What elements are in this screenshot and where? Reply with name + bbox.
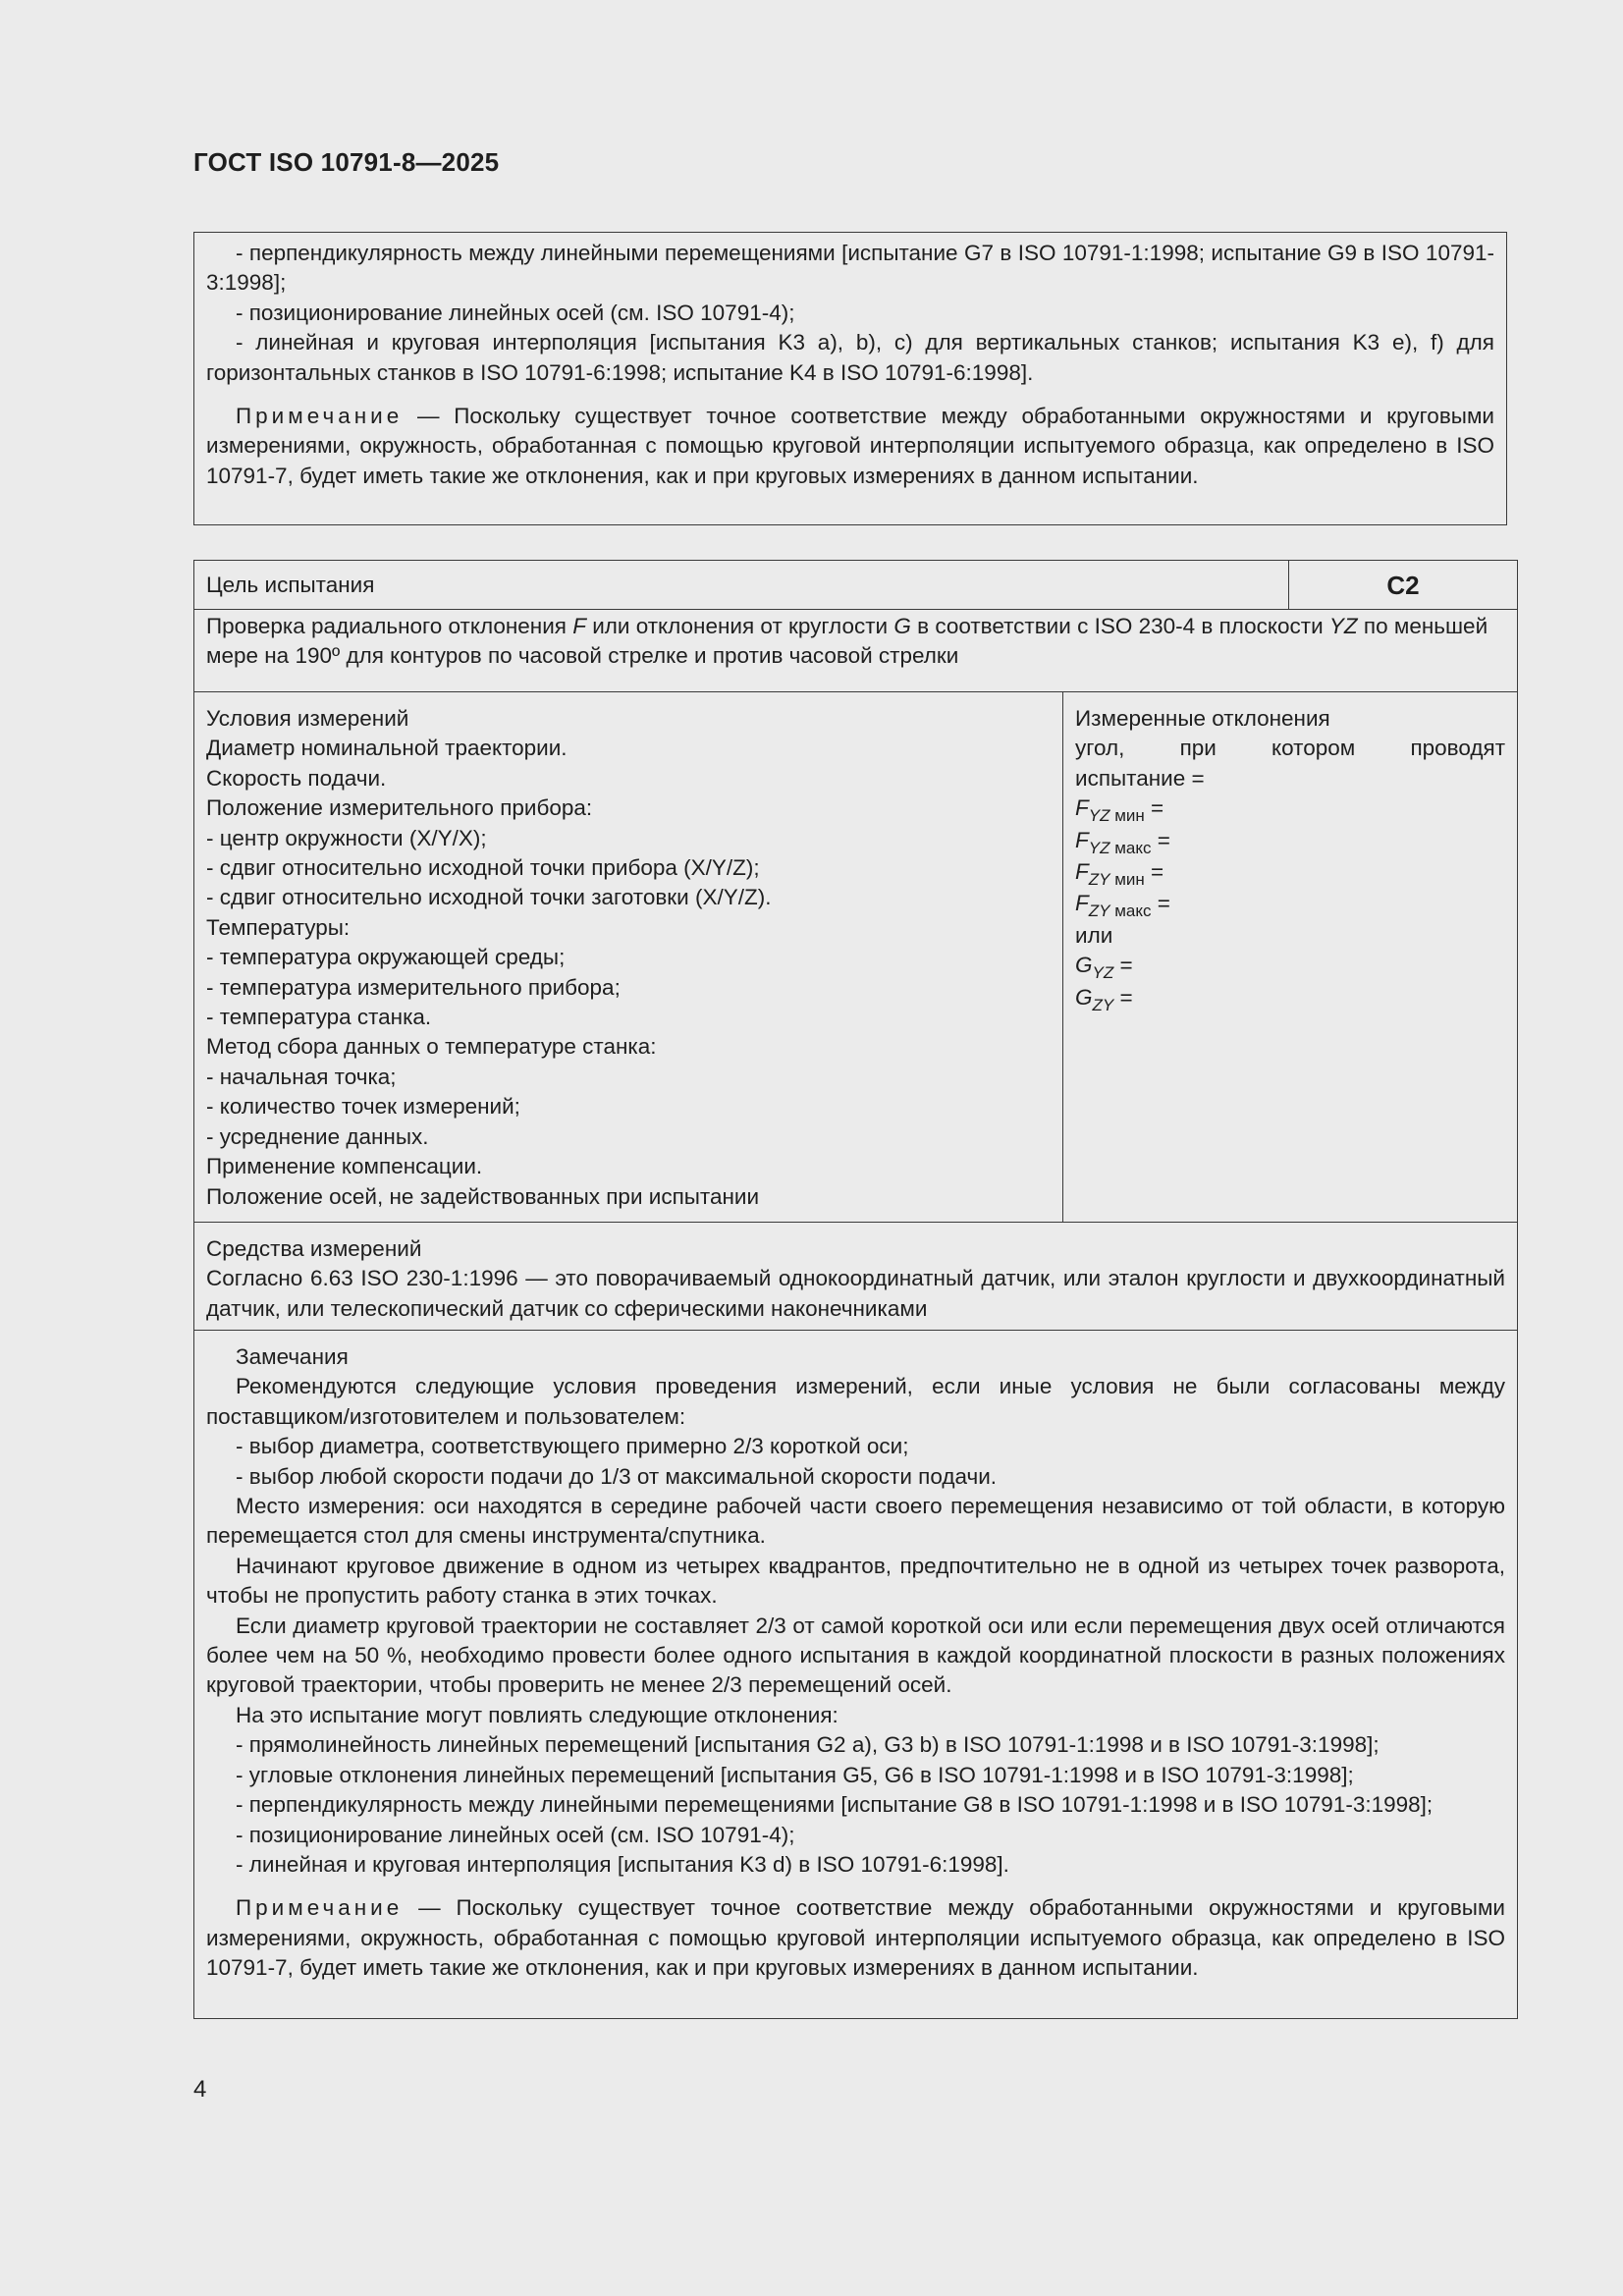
deviations-title: Измеренные отклонения (1075, 706, 1330, 731)
conditions-column (194, 692, 1063, 1222)
conditions-title: Условия измерений (206, 706, 409, 731)
remark-paragraph: - линейная и круговая интерполяция [испытания K3 d) в ISO 10791-6:1998]. (236, 1851, 1009, 1877)
condition-item: - температура измерительного прибора; (206, 974, 621, 1000)
note-paragraph (206, 1893, 1505, 1983)
objective-header-row (194, 561, 1517, 610)
test-code: C2 (1288, 561, 1517, 610)
condition-item: - сдвиг относительно исходной точки заготовки (X/Y/Z). (206, 885, 772, 910)
remark-paragraph: Если диаметр круговой траектории не составляет 2/3 от самой короткой оси или если перемещения двух осей отличаются более чем на 50 %, необходимо провести более одного испытания в каждой координатной плоскости в разных положениях круговой траектории, чтобы проверить не менее 2/3 перемещений осей. (206, 1613, 1505, 1698)
condition-item: Температуры: (206, 914, 351, 940)
test-table (193, 560, 1518, 2019)
list-item: - перпендикулярность между линейными перемещениями [испытание G7 в ISO 10791-1:1998; испытание G9 в ISO 10791-3:1998]; (206, 241, 1494, 296)
document-header: ГОСТ ISO 10791-8—2025 (193, 147, 500, 177)
condition-item: - температура окружающей среды; (206, 945, 566, 970)
note-label: Примечание (236, 404, 404, 429)
remark-paragraph: Рекомендуются следующие условия проведения измерений, если иные условия не были согласованы между поставщиком/изготовителем и пользователем: (206, 1374, 1505, 1429)
deviation-f-yz-min: $F_{YZ мин}$ = (1075, 795, 1164, 826)
remark-paragraph: - позиционирование линейных осей (см. ISO 10791-4); (236, 1822, 795, 1847)
list-item: - линейная и круговая интерполяция [испытания K3 a), b), c) для вертикальных станков; испытания K3 e), f) для горизонтальных станков в ISO 10791-6:1998; испытание K4 в ISO 10791-6:1998]. (206, 330, 1494, 385)
deviation-g-zy: $G_{ZY}$ = (1075, 984, 1133, 1014)
deviations-column (1063, 692, 1517, 1222)
remarks-row (194, 1331, 1517, 2018)
condition-item: Диаметр номинальной траектории. (206, 736, 568, 761)
remark-paragraph: - выбор любой скорости подачи до 1/3 от максимальной скорости подачи. (236, 1463, 998, 1489)
deviation-or: или (1075, 922, 1113, 948)
remark-paragraph: Место измерения: оси находятся в середине рабочей части своего перемещения независимо от той области, в которую перемещается стол для смены инструмента/спутника. (206, 1494, 1505, 1549)
condition-item: - начальная точка; (206, 1064, 397, 1089)
condition-item: - усреднение данных. (206, 1123, 429, 1149)
note-text: — Поскольку существует точное соответствие между обработанными окружностями и круговыми измерениями, окружность, обработанная с помощью круговой интерполяции испытуемого образца, как определено в ISO 10791-7, будет иметь такие же отклонения, как и при круговых измерениях в данном испытании. (206, 404, 1494, 488)
angle-line: угол, при котором проводят (1075, 736, 1505, 761)
deviation-g-yz: $G_{YZ}$ = (1075, 953, 1133, 983)
condition-item: Положение измерительного прибора: (206, 795, 593, 821)
note-text: — Поскольку существует точное соответствие между обработанными окружностями и круговыми измерениями, окружность, обработанная с помощью круговой интерполяции испытуемого образца, как определено в ISO 10791-7, будет иметь такие же отклонения, как и при круговых измерениях в данном испытании. (206, 1895, 1505, 1981)
remark-paragraph: - прямолинейность линейных перемещений [испытания G2 a), G3 b) в ISO 10791-1:1998 и в ISO 10791-3:1998]; (236, 1732, 1380, 1758)
objective-row (194, 610, 1517, 692)
deviation-f-zy-min: $F_{ZY мин}$ = (1075, 859, 1164, 890)
objective-text: Проверка радиального отклонения F или отклонения от круглости G в соответствии с ISO 230-4 в плоскости YZ по меньшей мере на 190º для контуров по часовой стрелке и против часовой стрелки (206, 614, 1488, 669)
note-label: Примечание (236, 1895, 404, 1921)
remark-paragraph: - перпендикулярность между линейными перемещениями [испытание G8 в ISO 10791-1:1998 и в ISO 10791-3:1998]; (236, 1792, 1434, 1818)
condition-item: Скорость подачи. (206, 765, 387, 791)
remark-paragraph: - выбор диаметра, соответствующего примерно 2/3 короткой оси; (236, 1434, 909, 1459)
tools-row (194, 1223, 1517, 1331)
condition-item: - сдвиг относительно исходной точки прибора (X/Y/Z); (206, 855, 760, 881)
page-number: 4 (193, 2076, 207, 2103)
deviation-f-zy-max: $F_{ZY макс}$ = (1075, 891, 1170, 921)
tools-text: Согласно 6.63 ISO 230-1:1996 — это поворачиваемый однокоординатный датчик, или эталон круглости и двухкоординатный датчик, или телескопический датчик со сферическими наконечниками (206, 1266, 1505, 1321)
continuation-box (193, 232, 1507, 525)
tools-title: Средства измерений (206, 1236, 422, 1261)
condition-item: - количество точек измерений; (206, 1094, 520, 1120)
list-item: - позиционирование линейных осей (см. ISO 10791-4); (236, 300, 795, 325)
condition-item: Положение осей, не задействованных при испытании (206, 1183, 760, 1209)
condition-item: Метод сбора данных о температуре станка: (206, 1034, 657, 1060)
remark-paragraph: На это испытание могут повлиять следующие отклонения: (236, 1702, 839, 1727)
condition-item: - температура станка. (206, 1005, 432, 1030)
note-paragraph (206, 402, 1494, 491)
remarks-title: Замечания (236, 1344, 349, 1369)
condition-item: Применение компенсации. (206, 1154, 483, 1179)
condition-item: - центр окружности (X/Y/X); (206, 825, 487, 850)
objective-label: Цель испытания (206, 573, 375, 597)
remark-paragraph: - угловые отклонения линейных перемещений [испытания G5, G6 в ISO 10791-1:1998 и в ISO 10791-3:1998]; (236, 1762, 1354, 1787)
angle-line: испытание = (1075, 765, 1205, 791)
deviation-f-yz-max: $F_{YZ макс}$ = (1075, 827, 1170, 857)
conditions-row (194, 692, 1517, 1223)
remark-paragraph: Начинают круговое движение в одном из четырех квадрантов, предпочтительно не в одной из четырех точек разворота, чтобы не пропустить работу станка в этих точках. (206, 1553, 1505, 1609)
